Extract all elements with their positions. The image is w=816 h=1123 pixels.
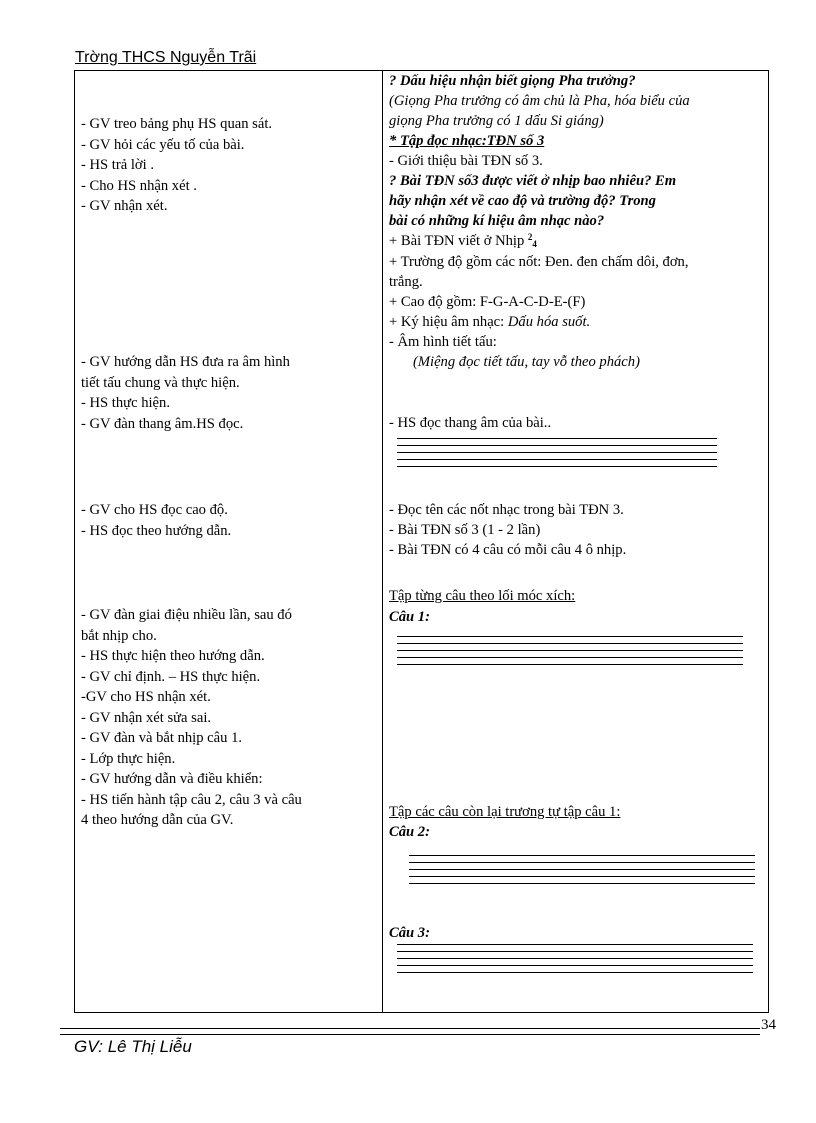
teacher-name: GV: Lê Thị Liễu	[74, 1037, 192, 1056]
page-number: 34	[761, 1017, 776, 1033]
left-line: - Cho HS nhận xét .	[81, 177, 197, 194]
time-label: + Bài TĐN viết ở Nhịp	[389, 233, 525, 249]
left-line: - GV cho HS đọc cao độ.	[81, 502, 228, 518]
left-line: - GV hỏi các yếu tố của bài.	[81, 136, 245, 153]
left-block-2	[81, 352, 376, 434]
left-line: - HS thực hiện theo hướng dẫn.	[81, 648, 265, 664]
music-staff	[409, 855, 755, 887]
time-top: 2	[527, 232, 533, 242]
left-block-4	[81, 605, 376, 831]
symbol-value: Dấu hóa suốt.	[507, 314, 591, 330]
answer-line: giọng Pha trưởng có 1 dấu Si giáng)	[389, 113, 604, 129]
lesson-table	[74, 70, 769, 1013]
question-key-signature: ? Dấu hiệu nhận biết giọng Pha trưởng?	[389, 73, 636, 89]
right-block-1	[389, 71, 769, 372]
left-line: - HS đọc theo hướng dẫn.	[81, 522, 232, 539]
left-block-3	[81, 500, 376, 541]
cau-2-label: Câu 2:	[389, 824, 430, 840]
left-line: - HS trả lời .	[81, 157, 154, 173]
cau-1-label: Câu 1:	[389, 609, 430, 625]
question-line: ? Bài TĐN số3 được viết ở nhịp bao nhiêu? Em	[389, 173, 677, 189]
column-divider	[382, 71, 383, 1012]
teacher-activity-column	[81, 71, 376, 1012]
content-column	[389, 71, 769, 1012]
time-signature-line	[389, 231, 769, 252]
left-line: - GV hướng dẫn HS đưa ra âm hình	[81, 354, 290, 370]
left-line: - GV nhận xét.	[81, 198, 168, 214]
left-line: - GV nhận xét sửa sai.	[81, 709, 212, 726]
footer-rule	[60, 1028, 760, 1035]
practice-rest-title: Tập các câu còn lại trương tự tập câu 1:	[389, 804, 621, 820]
answer-line: trắng.	[389, 274, 423, 290]
left-line: - Lớp thực hiện.	[81, 750, 176, 767]
read-line: - Bài TĐN có 4 câu có mỗi câu 4 ô nhịp.	[389, 542, 627, 558]
question-line: hãy nhận xét về cao độ và trường độ? Trong	[389, 193, 656, 209]
left-line: - GV treo bảng phụ HS quan sát.	[81, 116, 273, 132]
right-block-read	[389, 500, 769, 560]
left-line: -GV cho HS nhận xét.	[81, 689, 211, 705]
symbol-line	[389, 312, 769, 332]
music-staff	[397, 636, 743, 668]
read-line: - Bài TĐN số 3 (1 - 2 lần)	[389, 522, 541, 538]
question-line: bài có những kí hiệu âm nhạc nào?	[389, 213, 605, 229]
left-line: - GV đàn và bắt nhịp câu 1.	[81, 730, 243, 746]
school-header: Trờng THCS Nguyễn Trãi	[75, 49, 257, 66]
left-line: - HS tiến hành tập câu 2, câu 3 và câu	[81, 791, 302, 808]
left-line: - GV chỉ định. – HS thực hiện.	[81, 668, 261, 685]
scale-line: - HS đọc thang âm của bài..	[389, 415, 552, 431]
cau-3-label: Câu 3:	[389, 925, 430, 941]
left-line: - GV đàn giai điệu nhiều lần, sau đó	[81, 607, 292, 623]
left-line: - HS thực hiện.	[81, 395, 170, 411]
pitch-line: + Cao độ gồm: F-G-A-C-D-E-(F)	[389, 294, 586, 310]
intro-line: - Giới thiệu bài TĐN số 3.	[389, 153, 543, 169]
music-staff	[397, 944, 753, 976]
answer-line: + Trường độ gồm các nốt: Đen. đen chấm dôi, đơn,	[389, 254, 689, 270]
left-line: - GV hướng dẫn và điều khiển:	[81, 771, 263, 787]
left-block-1	[81, 114, 376, 217]
section-title: * Tập đọc nhạc:TĐN số 3	[389, 133, 545, 149]
practice-title: Tập từng câu theo lối móc xích:	[389, 588, 576, 604]
left-line: - GV đàn thang âm.HS đọc.	[81, 415, 244, 432]
left-line: 4 theo hướng dẫn của GV.	[81, 812, 234, 828]
answer-line: (Giọng Pha trưởng có âm chủ là Pha, hóa biểu của	[389, 93, 690, 109]
read-line: - Đọc tên các nốt nhạc trong bài TĐN 3.	[389, 502, 624, 518]
rhythm-line: - Âm hình tiết tấu:	[389, 334, 497, 350]
symbol-label: + Ký hiệu âm nhạc:	[389, 314, 505, 330]
left-line: bắt nhịp cho.	[81, 627, 157, 644]
music-staff	[397, 438, 717, 470]
rhythm-note: (Miệng đọc tiết tấu, tay vỗ theo phách)	[413, 354, 640, 370]
time-bottom: 4	[532, 239, 537, 249]
left-line: tiết tấu chung và thực hiện.	[81, 374, 240, 391]
